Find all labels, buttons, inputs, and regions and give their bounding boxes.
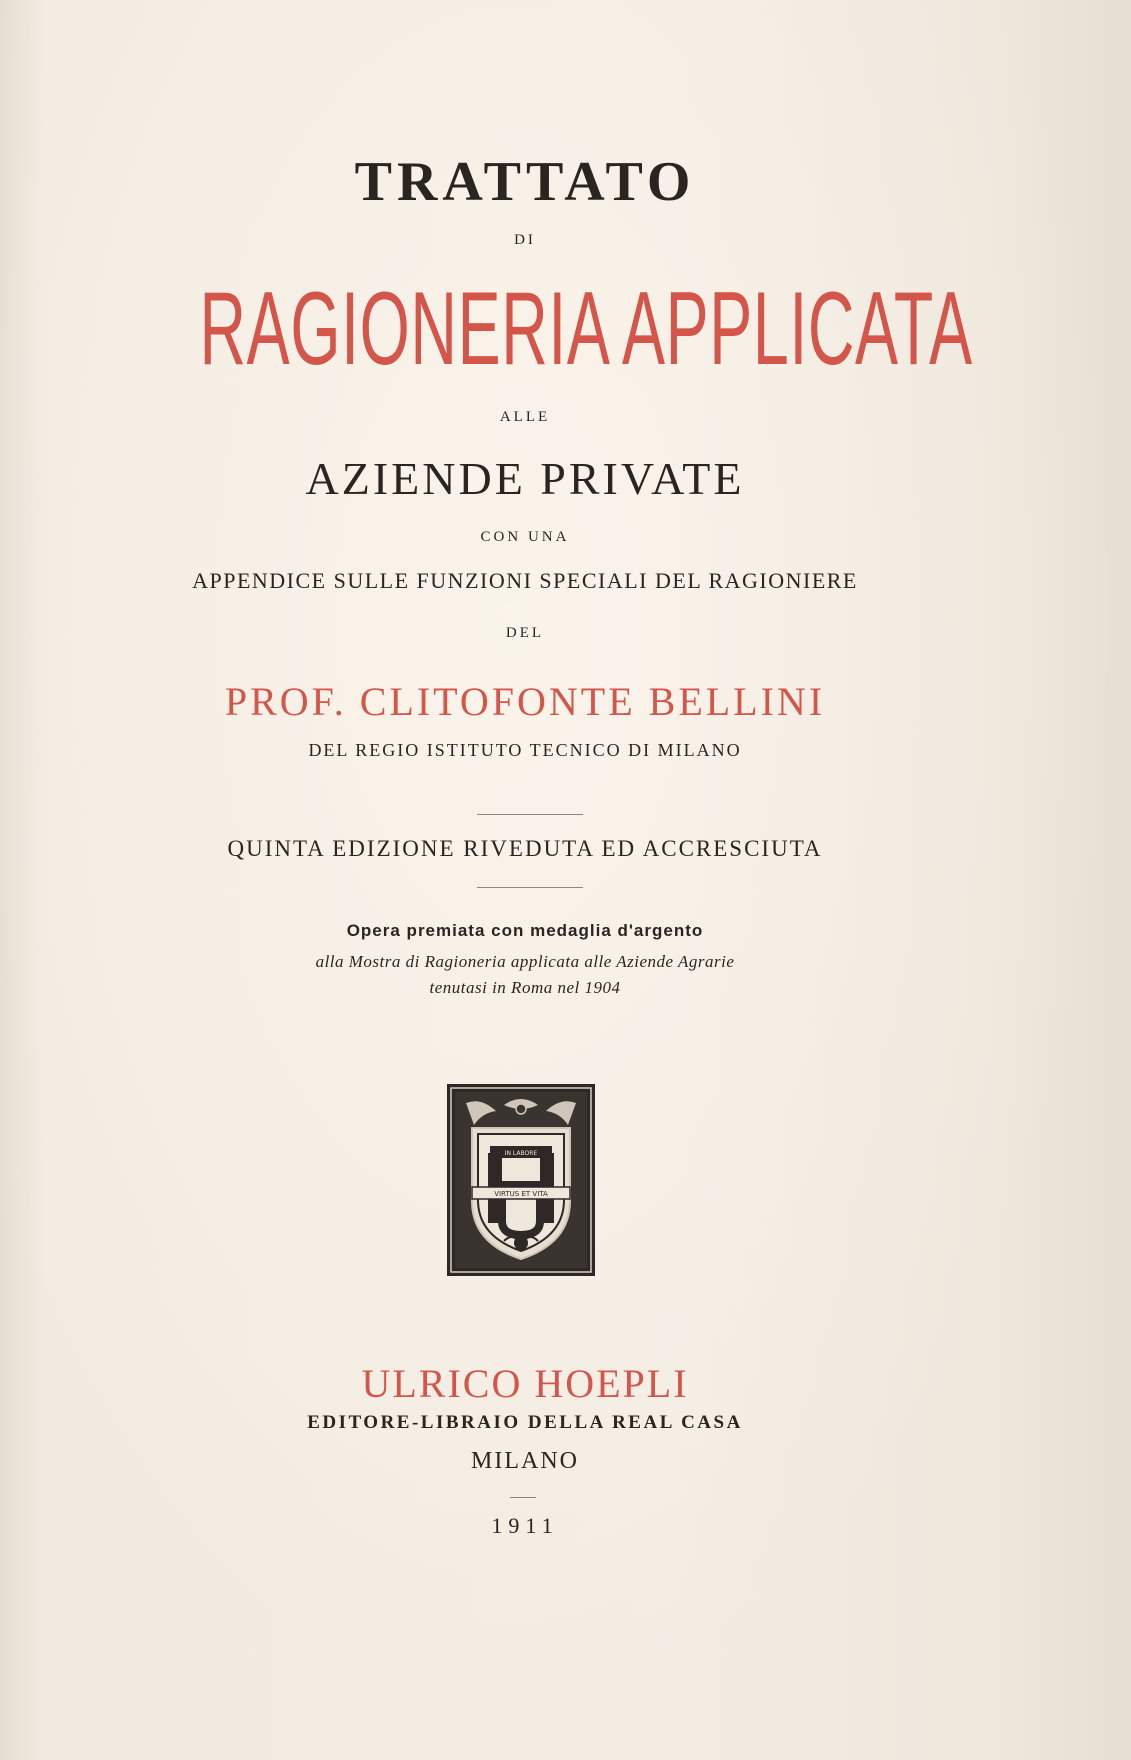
publication-city: MILANO [471, 1448, 579, 1474]
publication-year: 1911 [491, 1513, 559, 1538]
award-line: Opera premiata con medaglia d'argento [346, 921, 704, 940]
divider-rule [477, 887, 583, 888]
title-line-alle: ALLE [499, 409, 551, 425]
publisher-role: EDITORE-LIBRAIO DELLA REAL CASA [307, 1412, 743, 1433]
title-line-trattato: TRATTATO [354, 151, 696, 213]
main-title: RAGIONERIA APPLICATA [199, 271, 973, 387]
title-line-di: DI [514, 232, 536, 248]
author-name: PROF. CLITOFONTE BELLINI [224, 679, 826, 724]
appendix-line: APPENDICE SULLE FUNZIONI SPECIALI DEL RAGIONIERE [192, 568, 858, 593]
publisher-device-icon [446, 1083, 596, 1277]
award-detail-line: alla Mostra di Ragioneria applicata alle Aziende Agrarie [315, 952, 735, 971]
award-detail-line: tenutasi in Roma nel 1904 [429, 978, 621, 997]
edition-line: QUINTA EDIZIONE RIVEDUTA ED ACCRESCIUTA [227, 836, 823, 861]
divider-rule [477, 814, 583, 815]
publisher-name: ULRICO HOEPLI [361, 1361, 689, 1406]
emblem-banner-text: IN LABORE [504, 1150, 538, 1157]
author-affiliation: DEL REGIO ISTITUTO TECNICO DI MILANO [308, 740, 742, 760]
title-line-del: DEL [505, 625, 545, 641]
title-line-con-una: CON UNA [480, 529, 570, 545]
subtitle: AZIENDE PRIVATE [305, 453, 745, 504]
emblem-motto: VIRTUS ET VITA [494, 1190, 548, 1198]
divider-rule [510, 1497, 536, 1498]
